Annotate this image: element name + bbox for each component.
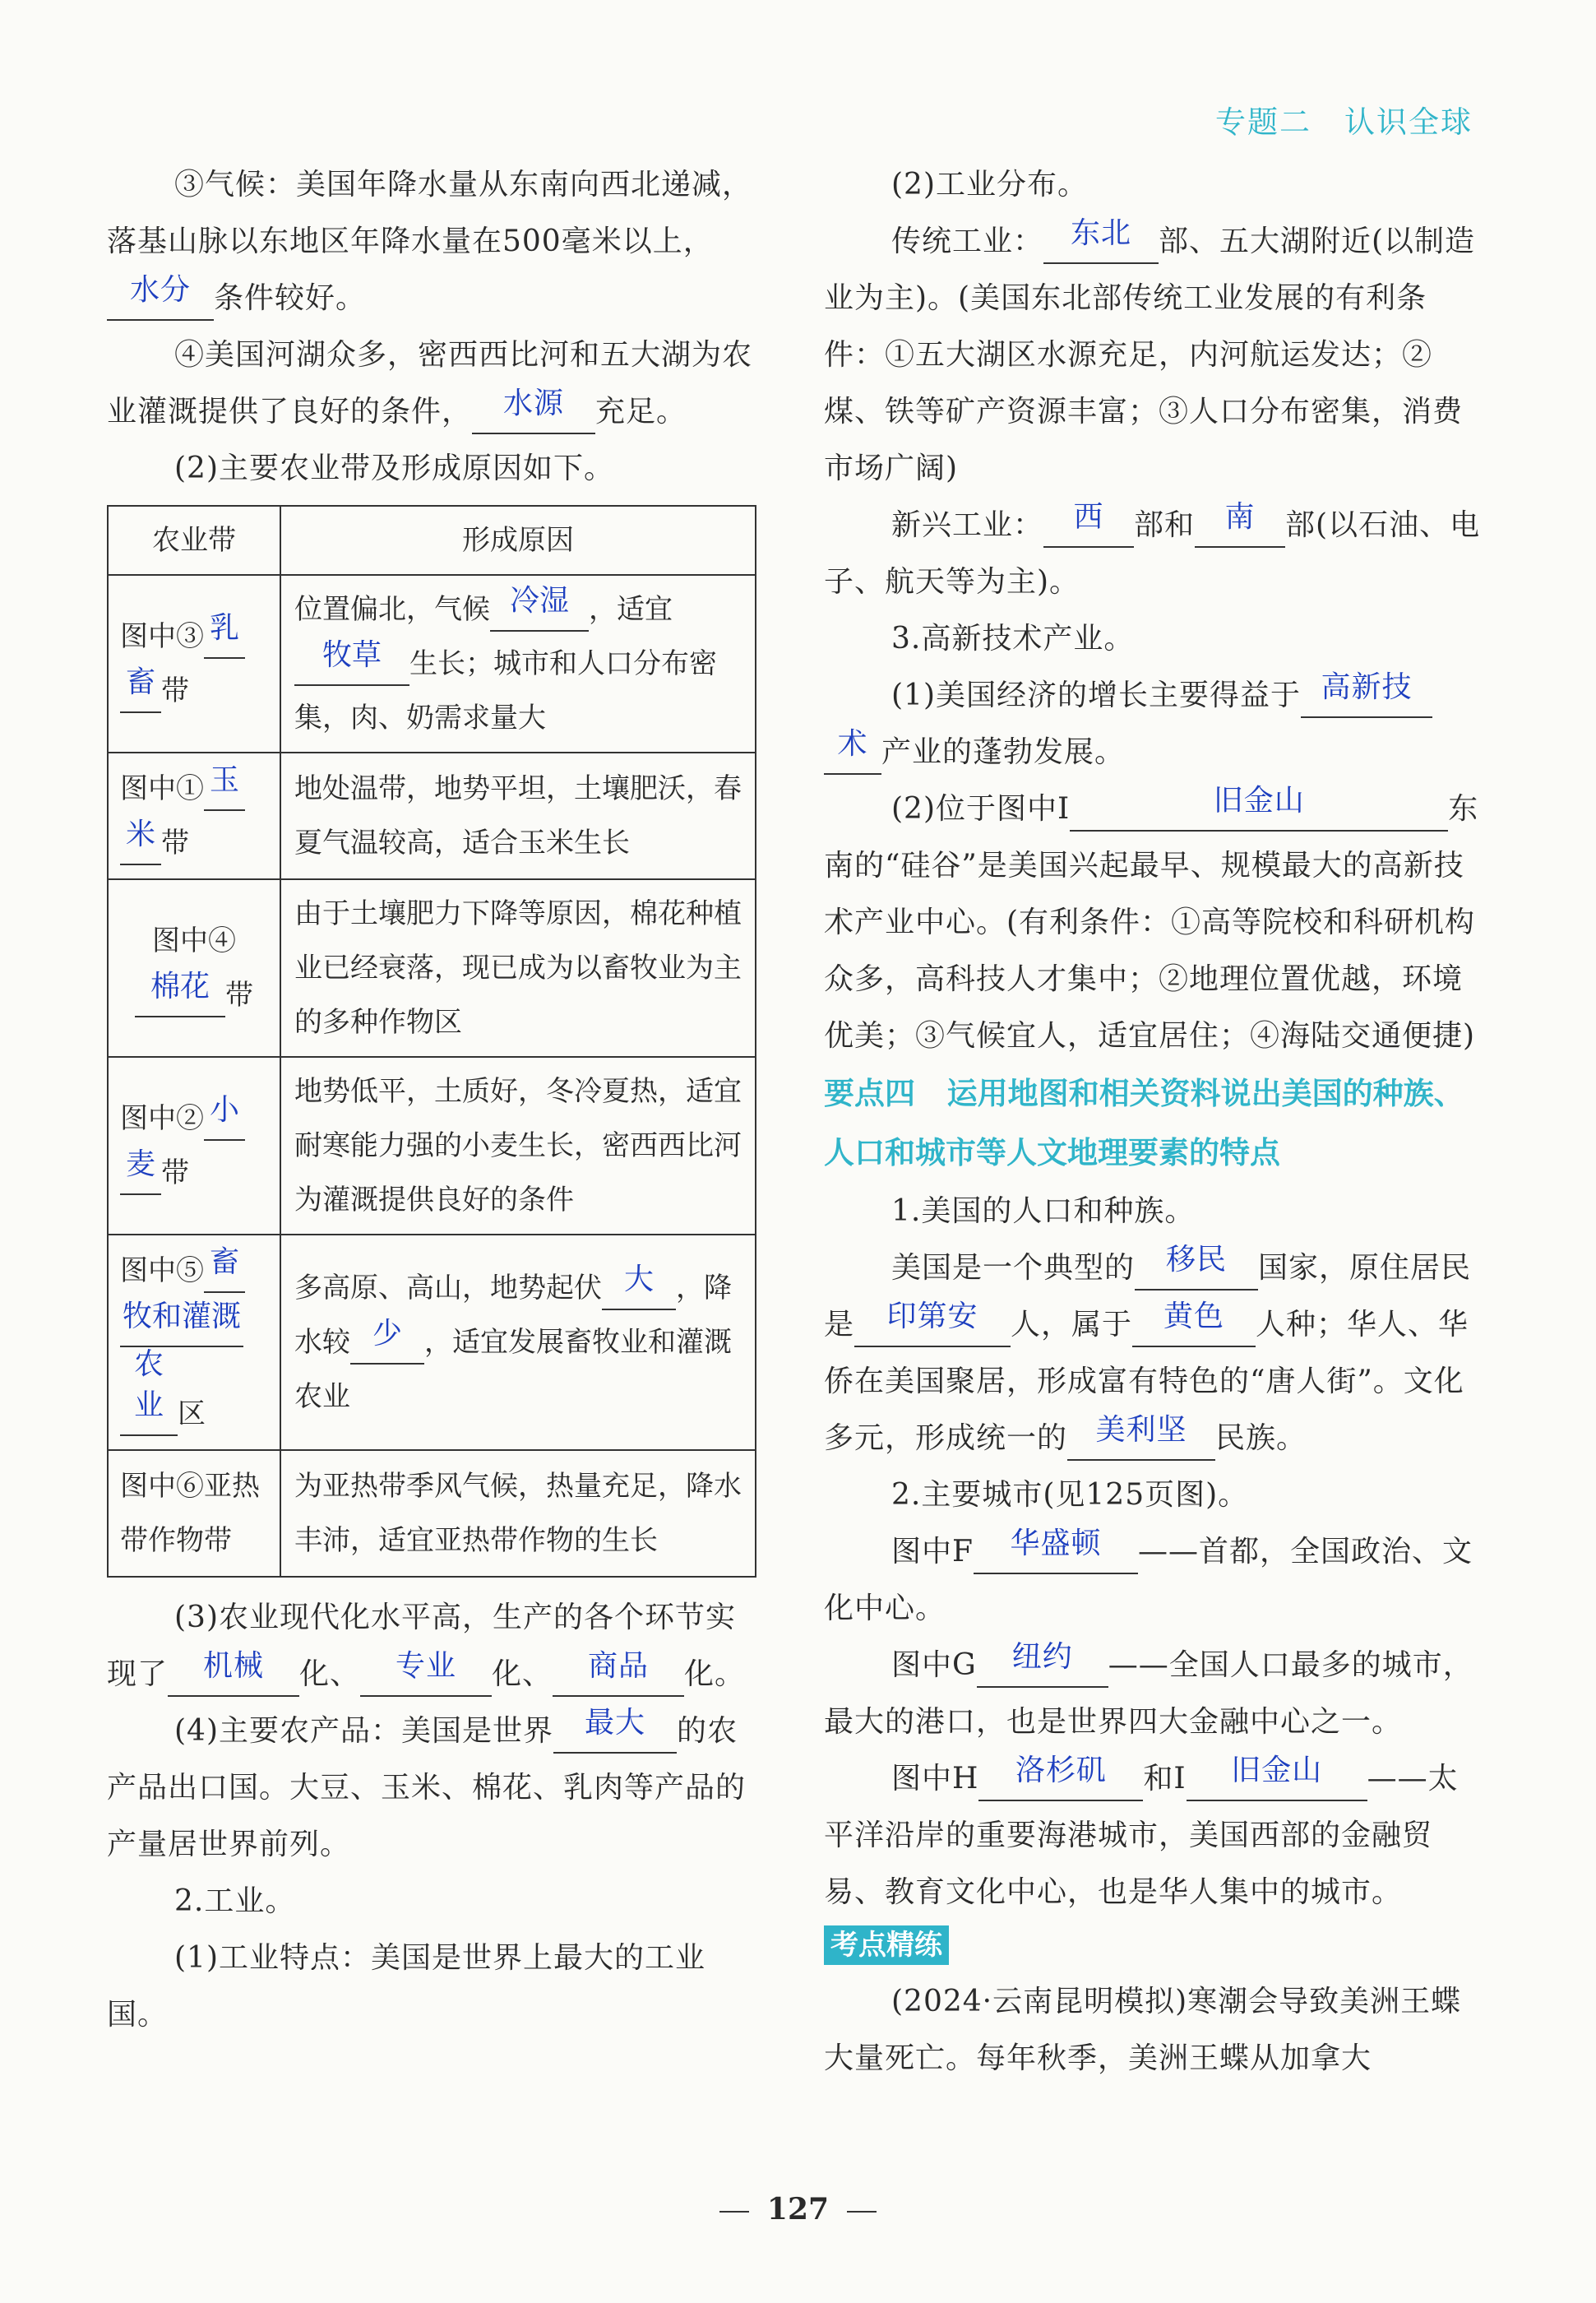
paragraph-cities: 2.主要城市(见125页图)。	[891, 1478, 1249, 1512]
paragraph-industry: 2.工业。	[174, 1884, 296, 1918]
answer: 水源	[503, 387, 565, 420]
table-row: 图中② 小 麦 带 地势低平，土质好，冬冷夏热，适宜耐寒能力强的小麦生长，密西西比河为灌溉提供良好的条件	[108, 1057, 756, 1235]
table-header: 形成原因	[280, 506, 756, 575]
table-row: 图中① 玉 米 带 地处温带，地势平坦，土壤肥沃，春夏气温较高，适合玉米生长	[108, 753, 756, 879]
paragraph-hightech: 3.高新技术产业。	[891, 622, 1135, 656]
table-header: 农业带	[108, 506, 280, 575]
paragraph-modernization: (3)农业现代化水平高，生产的各个环节实现了 机械 化、 专业 化、 商品 化。	[107, 1589, 756, 1703]
paragraph-new-york: 图中G 纽约 ——全国人口最多的城市，最大的港口，也是世界四大金融中心之一。	[824, 1640, 1473, 1739]
table-row: 图中⑥亚热带作物带 为亚热带季风气候，热量充足，降水丰沛，适宜亚热带作物的生长	[108, 1450, 756, 1577]
page-number: 127	[766, 2192, 830, 2227]
paragraph-belts-intro: (2)主要农业带及形成原因如下。	[174, 452, 614, 485]
table-row: 图中⑤ 畜 牧和灌溉 农业 区 多高原、高山，地势起伏 大 ，降水较 少 ，适宜发展畜牧业和灌溉农业	[108, 1235, 756, 1450]
practice-tag: 考点精练	[824, 1925, 949, 1965]
paragraph-practice: (2024·云南昆明模拟)寒潮会导致美洲王蝶大量死亡。每年秋季，美洲王蝶从加拿大	[824, 1985, 1462, 2075]
paragraph-population: 1.美国的人口和种族。	[891, 1194, 1196, 1228]
paragraph-washington: 图中F 华盛顿 ——首都，全国政治、文化中心。	[824, 1527, 1473, 1625]
paragraph-west-coast: 图中H 洛杉矶 和Ⅰ 旧金山 ——太平洋沿岸的重要海港城市，美国西部的金融贸易、教育文化中心，也是华人集中的城市。	[824, 1754, 1459, 1909]
page-footer	[0, 2192, 1596, 2227]
paragraph-new-industry: 新兴工业： 西 部和 南 部(以石油、电子、航天等为主)。	[824, 500, 1481, 599]
section-heading: 要点四 运用地图和相关资料说出美国的种族、人口和城市等人文地理要素的特点	[824, 1076, 1464, 1170]
page-header	[1215, 97, 1473, 141]
chapter-label: 专题二	[1215, 104, 1311, 140]
paragraph-hightech-growth: (1)美国经济的增长主要得益于 高新技术 产业的蓬勃发展。	[824, 667, 1482, 781]
left-column	[107, 156, 756, 2043]
paragraph-immigrants: 美国是一个典型的 移民 国家，原住居民是 印第安 人，属于 黄色 人种；华人、华侨在美国聚居，形成富有特色的“唐人街”。文化多元，形成统一的 美利坚 民族。	[824, 1240, 1482, 1467]
table-row: 图中③ 乳 畜 带 位置偏北，气候 冷湿 ，适宜牧草 生长；城市和人口分布密集，肉、奶需求量大	[108, 575, 756, 753]
answer: 水分	[129, 273, 191, 307]
paragraph-industry-distribution: (2)工业分布。	[891, 168, 1088, 202]
paragraph-products: (4)主要农产品：美国是世界 最大 的农产品出口国。大豆、玉米、棉花、乳肉等产品的产量居世界前列。	[107, 1706, 747, 1861]
paragraph-traditional-industry: 传统工业： 东北 部、五大湖附近(以制造业为主)。(美国东北部传统工业发展的有利条件：①五大湖区水源充足，内河航运发达；②煤、铁等矿产资源丰富；③人口分布密集，消费市场广阔)	[824, 216, 1476, 485]
paragraph-industry-features: (1)工业特点：美国是世界上最大的工业国。	[107, 1941, 705, 2032]
right-column	[824, 156, 1482, 2087]
paragraph-silicon-valley: (2)位于图中Ⅰ 旧金山 东南的“硅谷”是美国兴起最早、规模最大的高新技术产业中心。(有利条件：①高等院校和科研机构众多，高科技人才集中；②地理位置优越，环境优美；③气候宜人，适宜居住；④海陆交通便捷)	[824, 784, 1479, 1053]
table-row: 图中④ 棉花 带 由于土壤肥力下降等原因，棉花种植业已经衰落，现已成为以畜牧业为主的多种作物区	[108, 879, 756, 1057]
paragraph-climate: ③气候：美国年降水量从东南向西北递减，落基山脉以东地区年降水量在500毫米以上，水分 条件较好。	[107, 156, 756, 327]
paragraph-rivers: ④美国河湖众多，密西西比河和五大湖为农业灌溉提供了良好的条件， 水源 充足。	[107, 327, 756, 440]
chapter-title: 认识全球	[1344, 104, 1473, 140]
agriculture-belt-table	[107, 505, 756, 1578]
